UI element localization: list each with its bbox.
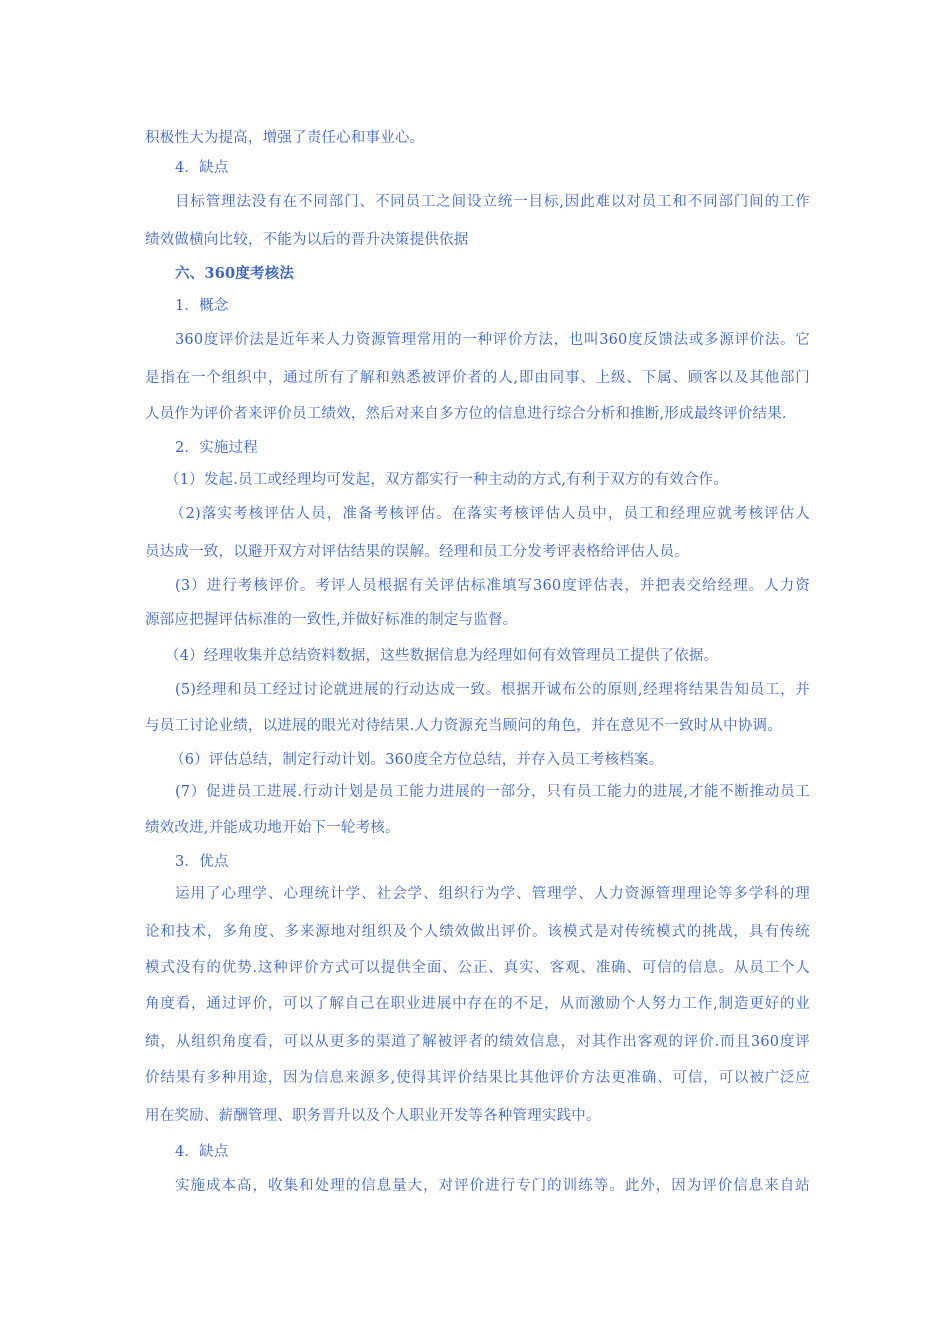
text-line: 论和技术，多角度、多来源地对组织及个人绩效做出评价。该模式是对传统模式的挑战，具有传统 bbox=[145, 924, 810, 940]
text-line: 人员作为评价者来评价员工绩效，然后对来自多方位的信息进行综合分析和推断,形成最终评价结果. bbox=[145, 406, 787, 422]
text-line: 2．实施过程 bbox=[175, 440, 258, 456]
text-line: (5)经理和员工经过讨论就进展的行动达成一致。根据开诚布公的原则,经理将结果告知员工，并 bbox=[175, 682, 810, 698]
text-line: 员达成一致，以避开双方对评估结果的误解。经理和员工分发考评表格给评估人员。 bbox=[145, 544, 689, 560]
text-line: 4．缺点 bbox=[175, 160, 229, 176]
text-line: 角度看，通过评价，可以了解自己在职业进展中存在的不足，从而激励个人努力工作,制造更好的业 bbox=[145, 996, 810, 1012]
text-line: （1）发起.员工或经理均可发起，双方都实行一种主动的方式,有利于双方的有效合作。 bbox=[165, 472, 728, 488]
text-line: 绩效做横向比较，不能为以后的晋升决策提供依据 bbox=[145, 232, 469, 248]
text-line: 模式没有的优势.这种评价方式可以提供全面、公正、真实、客观、准确、可信的信息。从员工个人 bbox=[145, 960, 810, 976]
text-line: 运用了心理学、心理统计学、社会学、组织行为学、管理学、人力资源管理理论等多学科的理 bbox=[175, 886, 810, 902]
text-line: 价结果有多种用途，因为信息来源多,使得其评价结果比其他评价方法更准确、可信，可以被广泛应 bbox=[145, 1070, 810, 1086]
text-line: 积极性大为提高，增强了责任心和事业心。 bbox=[145, 130, 425, 146]
text-line: （2)落实考核评估人员，准备考核评估。在落实考核评估人员中，员工和经理应就考核评估人 bbox=[170, 506, 810, 522]
text-line: 绩，从组织角度看，可以从更多的渠道了解被评者的绩效信息，对其作出客观的评价.而且360度评 bbox=[145, 1034, 810, 1050]
text-line: （4）经理收集并总结资料数据，这些数据信息为经理如何有效管理员工提供了依据。 bbox=[165, 648, 719, 664]
text-line: 绩效改进,并能成功地开始下一轮考核。 bbox=[145, 820, 400, 836]
text-line: (3）进行考核评价。考评人员根据有关评估标准填写360度评估表，并把表交给经理。人力资 bbox=[175, 578, 810, 594]
text-line: 360度评价法是近年来人力资源管理常用的一种评价方法，也叫360度反馈法或多源评价法。它 bbox=[175, 332, 810, 348]
text-line: 1．概念 bbox=[175, 298, 229, 314]
text-line: (7）促进员工进展.行动计划是员工能力进展的一部分，只有员工能力的进展,才能不断推动员工 bbox=[175, 784, 810, 800]
section-heading: 六、360度考核法 bbox=[175, 265, 295, 282]
text-line: 目标管理法没有在不同部门、不同员工之间设立统一目标,因此难以对员工和不同部门间的工作 bbox=[175, 194, 810, 210]
text-line: 4．缺点 bbox=[175, 1144, 229, 1160]
text-line: 是指在一个组织中，通过所有了解和熟悉被评价者的人,即由同事、上级、下属、顾客以及其他部门 bbox=[145, 370, 810, 386]
text-line: 源部应把握评估标准的一致性,并做好标准的制定与监督。 bbox=[145, 612, 518, 628]
text-line: （6）评估总结，制定行动计划。360度全方位总结，并存入员工考核档案。 bbox=[170, 752, 664, 768]
text-line: 3．优点 bbox=[175, 854, 229, 870]
text-line: 与员工讨论业绩，以进展的眼光对待结果.人力资源充当顾问的角色，并在意见不一致时从中协调。 bbox=[145, 718, 782, 734]
text-line: 用在奖励、薪酬管理、职务晋升以及个人职业开发等各种管理实践中。 bbox=[145, 1108, 601, 1124]
text-line: 实施成本高，收集和处理的信息量大，对评价进行专门的训练等。此外，因为评价信息来自站 bbox=[175, 1178, 810, 1194]
